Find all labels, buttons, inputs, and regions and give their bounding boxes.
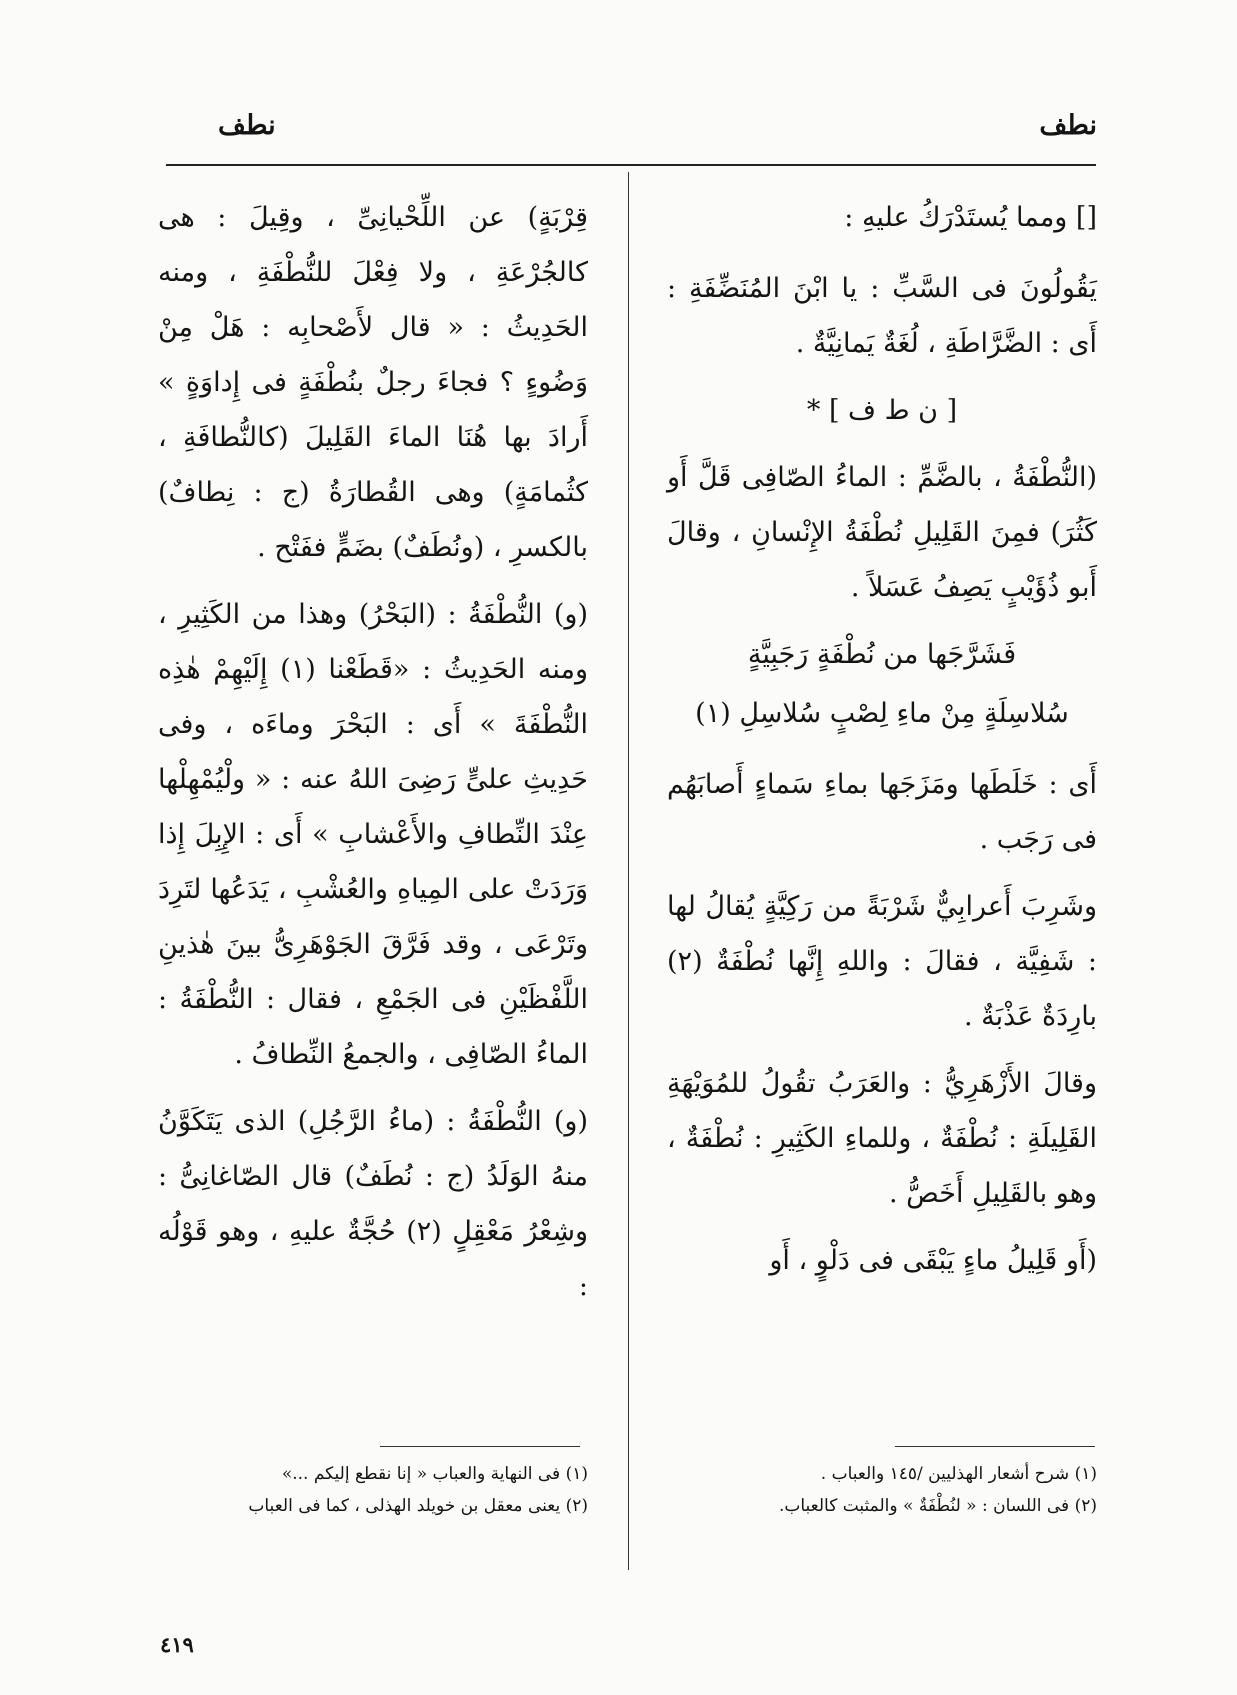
paragraph: وشَرِبَ أَعرابِيٌّ شَرْبَةً من رَكِيَّةٍ يُقالُ لها : شَفِيَّة ، فقالَ : واللهِ إِنَّها نُطْفَةٌ (٢) بارِدَةٌ عَذْبَةٌ . (667, 891, 1097, 1032)
header-rule (166, 164, 1096, 166)
footnote: (١) فى النهاية والعباب « إنا نقطع إليكم ...» (281, 1464, 588, 1484)
left-footnotes (158, 1458, 588, 1522)
paragraph: (أَو قَلِيلُ ماءٍ يَبْقَى فى دَلْوٍ ، أَو (769, 1245, 1097, 1276)
column-separator (628, 172, 629, 1570)
running-header-right: نطف (1039, 110, 1097, 141)
paragraph: قِرْبَةٍ) عن اللِّحْيانِىِّ ، وقِيلَ : هى كالجُرْعَةِ ، ولا فِعْلَ للنُّطْفَةِ ، ومنه الحَدِيثُ : « قال لأَصْحابِه : هَلْ مِنْ وَضُوءٍ ؟ فجاءَ رجلٌ بنُطْفَةٍ فى إِداوَةٍ » أَرادَ بها هُنَا الماءَ القَلِيلَ (كالنُّطافَةِ ، كثُمامَةٍ) وهى القُطارَةُ (ج : نِطافٌ) بالكسرِ ، (ونُطَفٌ) بضَمٍّ ففَتْح . (158, 202, 588, 563)
paragraph: وقالَ الأَزْهَرِيُّ : والعَرَبُ تقُولُ للمُوَيْهَةِ القَلِيلَةِ : نُطْفَةٌ ، وللماءِ الكَثِيرِ : نُطْفَةٌ ، وهو بالقَلِيلِ أَخَصُّ . (667, 1068, 1097, 1209)
paragraph: (و) النُّطْفَةُ : (ماءُ الرَّجُلِ) الذى يَتَكَوَّنُ منهُ الوَلَدُ (ج : نُطَفٌ) قال الصّاغانِىُّ : وشِعْرُ مَعْقِلٍ (٢) حُجَّةٌ عليهِ ، وهو قَوْلُه : (158, 1106, 588, 1302)
footnote-rule (380, 1446, 580, 1447)
footnote: (١) شرح أشعار الهذليين /١٤٥ والعباب . (820, 1464, 1097, 1484)
verse-line: سُلاسِلَةٍ مِنْ ماءِ لِصْبٍ سُلاسِلِ (١) (695, 698, 1069, 729)
entry-heading: [ ن ط ف ] * (806, 395, 958, 426)
paragraph: [] ومما يُستَدْرَكُ عليهِ : (844, 202, 1097, 233)
verse-line: فَشَرَّجَها من نُطْفَةٍ رَجَبِيَّةٍ (747, 639, 1017, 670)
left-column (158, 190, 588, 1326)
paragraph: يَقُولُونَ فى السَّبِّ : يا ابْنَ المُنَضِّفَةِ : أَى : الضَّرَّاطَةِ ، لُغَةٌ يَمانِيَّةٌ . (667, 273, 1097, 359)
right-column (667, 190, 1097, 1300)
page-number: ٤١٩ (160, 1632, 194, 1657)
right-footnotes (667, 1458, 1097, 1522)
footnote: (٢) فى اللسان : « لنُطْفَةٌ » والمثبت كالعباب. (778, 1496, 1097, 1516)
paragraph: (و) النُّطْفَةُ : (البَحْرُ) وهذا من الكَثِيرِ ، ومنه الحَدِيثُ : «قَطَعْنا (١) إِلَيْهِمْ هٰذِه النُّطْفَةَ » أَى : البَحْرَ وماءَه ، وفى حَدِيثِ علىٍّ رَضِىَ اللهُ عنه : « ولْيُمْهِلْها عِنْدَ النِّطافِ والأَعْشابِ » أَى : الإِبِلَ إِذا وَرَدَتْ على المِياهِ والعُشْبِ ، يَدَعُها لتَرِدَ وتَرْعَى ، وقد فَرَّقَ الجَوْهَرِىُّ بينَ هٰذينِ اللَّفْظَيْنِ فى الجَمْعِ ، فقال : النُّطْفَةُ : الماءُ الصّافِى ، والجمعُ النِّطافُ . (158, 599, 588, 1070)
footnote-rule (895, 1446, 1095, 1447)
footnote: (٢) يعنى معقل بن خويلد الهذلى ، كما فى العباب (248, 1496, 588, 1516)
running-header-left: نطف (218, 110, 276, 141)
paragraph: (النُّطْفَةُ ، بالضَّمِّ : الماءُ الصّافِى قَلَّ أَو كَثُرَ) فمِنَ القَلِيلِ نُطْفَةُ الإِنْسانِ ، وقالَ أَبو ذُؤَيْبٍ يَصِفُ عَسَلاً . (667, 462, 1097, 603)
paragraph: أَى : خَلَطَها ومَزَجَها بماءِ سَماءٍ أَصابَهُم فى رَجَب . (667, 769, 1097, 855)
